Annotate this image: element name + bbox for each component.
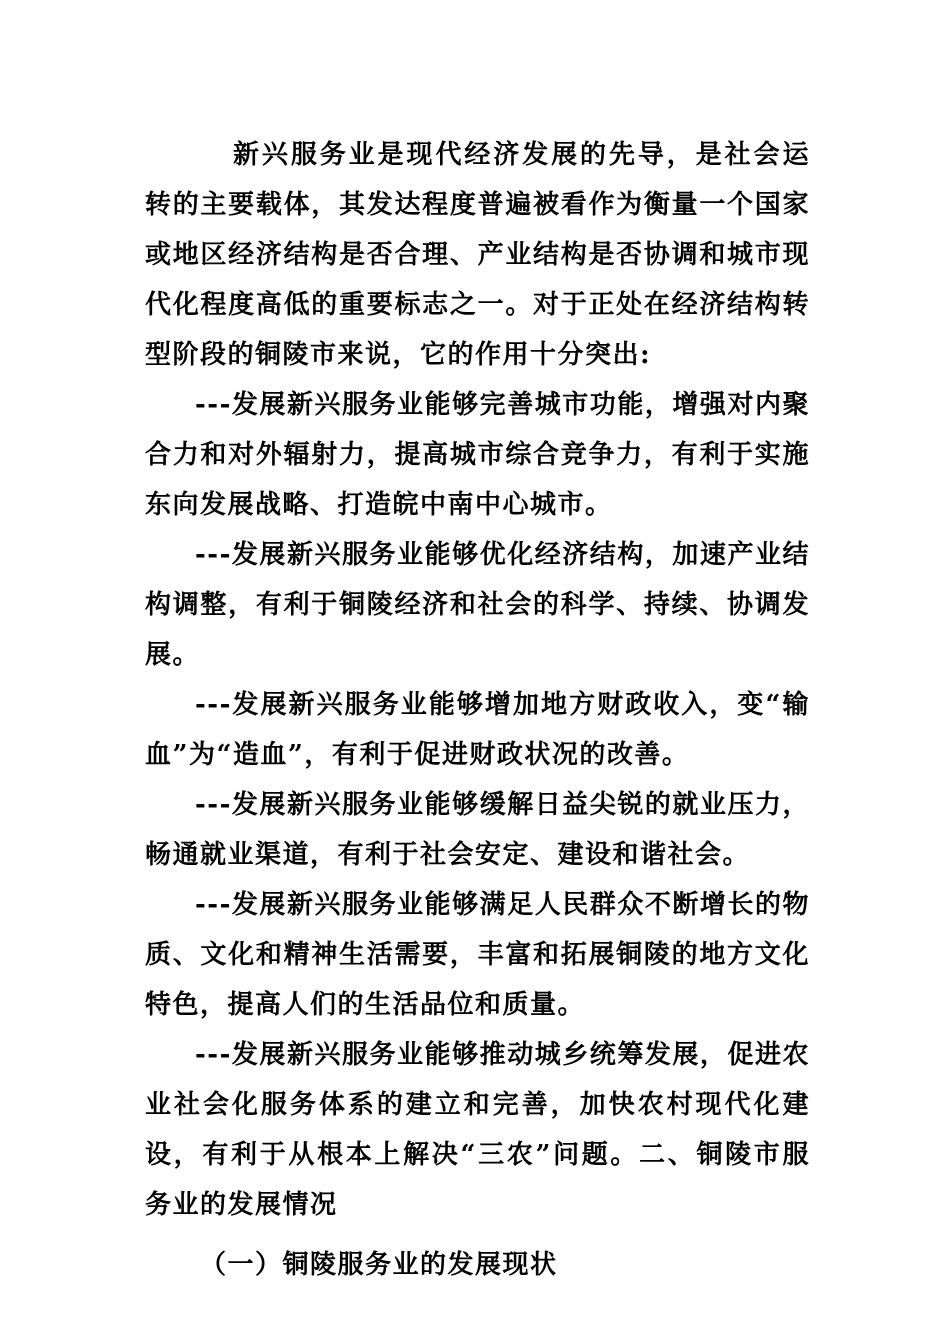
- document-body: [145, 130, 810, 1290]
- list-item: ---发展新兴服务业能够优化经济结构，加速产业结构调整，有利于铜陵经济和社会的科学、持续、协调发展。: [145, 540, 810, 670]
- list-item: ---发展新兴服务业能够完善城市功能，增强对内聚合力和对外辐射力，提高城市综合竞争力，有利于实施东向发展战略、打造皖中南中心城市。: [145, 390, 810, 520]
- intro-paragraph: 新兴服务业是现代经济发展的先导，是社会运转的主要载体，其发达程度普遍被看作为衡量一个国家或地区经济结构是否合理、产业结构是否协调和城市现代化程度高低的重要标志之一。对于正处在经济结构转型阶段的铜陵市来说，它的作用十分突出:: [145, 140, 810, 370]
- section-subheading: （一）铜陵服务业的发展现状: [200, 1250, 558, 1280]
- list-item: ---发展新兴服务业能够增加地方财政收入，变“输血”为“造血”，有利于促进财政状况的改善。: [145, 690, 810, 770]
- list-item: ---发展新兴服务业能够满足人民群众不断增长的物质、文化和精神生活需要，丰富和拓展铜陵的地方文化特色，提高人们的生活品位和质量。: [145, 890, 810, 1020]
- list-item: ---发展新兴服务业能够推动城乡统筹发展，促进农业社会化服务体系的建立和完善，加快农村现代化建设，有利于从根本上解决“三农”问题。二、铜陵市服务业的发展情况: [145, 1040, 810, 1220]
- list-item: ---发展新兴服务业能够缓解日益尖锐的就业压力，畅通就业渠道，有利于社会安定、建设和谐社会。: [145, 790, 810, 870]
